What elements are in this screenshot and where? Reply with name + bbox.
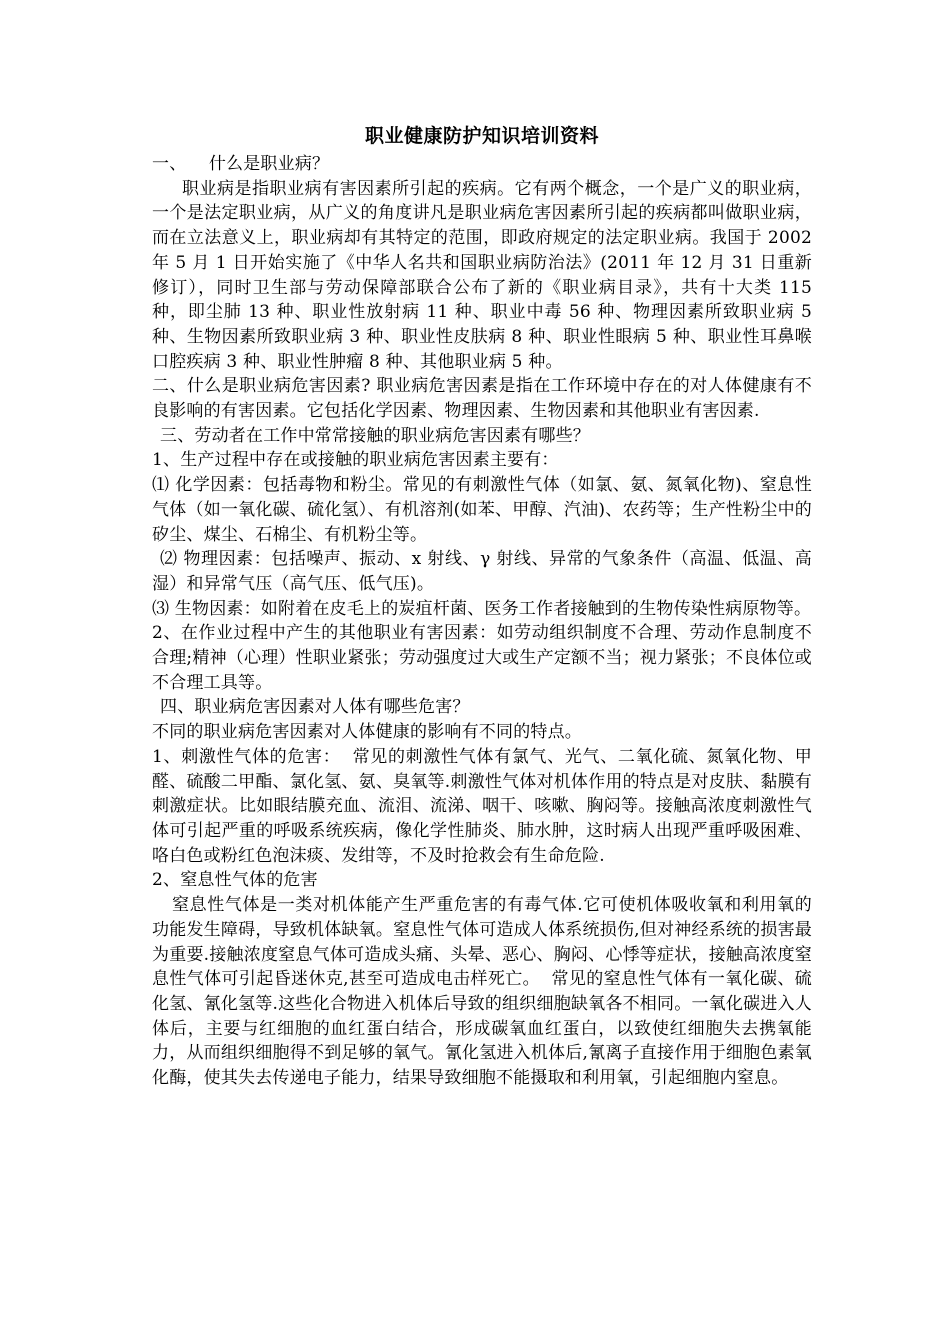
section-4-item-2-heading: 2、窒息性气体的危害 xyxy=(152,870,318,891)
section-4-item-2-body: 窒息性气体是一类对机体能产生严重危害的有毒气体.它可使机体吸收氧和利用氧的功能发生障碍，导致机体缺氧。窒息性气体可造成人体系统损伤,但对神经系统的损害最为重要.接触浓度窒息气体可造成头痛、头晕、恶心、胸闷、心悸等症状，接触高浓度窒息性气体可引起昏迷休克,甚至可造成电击样死亡。 常见的窒息性气体有一氧化碳、硫化氢、氰化氢等.这些化合物进入机体后导致的组织细胞缺氧各不相同。一氧化碳进入人体后，主要与红细胞的血红蛋白结合，形成碳氧血红蛋白，以致使红细胞失去携氧能力，从而组织细胞得不到足够的氧气。氰化氢进入机体后,氰离子直接作用于细胞色素氧化酶，使其失去传递电子能力，结果导致细胞不能摄取和利用氧，引起细胞内窒息。 xyxy=(152,895,812,1089)
section-3-item-1: 1、生产过程中存在或接触的职业病危害因素主要有： xyxy=(152,450,559,471)
section-3-item-2: 2、在作业过程中产生的其他职业有害因素：如劳动组织制度不合理、劳动作息制度不合理;精神（心理）性职业紧张；劳动强度过大或生产定额不当；视力紧张；不良体位或不合理工具等。 xyxy=(152,623,812,693)
section-4-item-1: 1、刺激性气体的危害： 常见的刺激性气体有氯气、光气、二氧化硫、氮氧化物、甲醛、硫酸二甲酯、氯化氢、氨、臭氧等.刺激性气体对机体作用的特点是对皮肤、黏膜有刺激症状。比如眼结膜充血、流泪、流涕、咽干、咳嗽、胸闷等。接触高浓度刺激性气体可引起严重的呼吸系统疾病，像化学性肺炎、肺水肿，这时病人出现严重呼吸困难、咯白色或粉红色泡沫痰、发绀等，不及时抢救会有生命危险. xyxy=(152,746,812,866)
section-1-heading: 一、 什么是职业病？ xyxy=(152,154,330,174)
section-4-heading: 四、职业病危害因素对人体有哪些危害？ xyxy=(160,697,470,718)
document-title: 职业健康防护知识培训资料 xyxy=(364,125,599,147)
section-1-body: 职业病是指职业病有害因素所引起的疾病。它有两个概念，一个是广义的职业病，一个是法定职业病，从广义的角度讲凡是职业病危害因素所引起的疾病都叫做职业病，而在立法意义上，职业病却有其特定的范围，即政府规定的法定职业病。我国于 2002 年 5 月 1 日开始实施了《中华人名共和国职业病防治法》(2011 年 12 月 31 日重新修订），同时卫生部与劳动保障部联合公布了新的《职业病目录》，共有十大类 115 种，即尘肺 13 种、职业性放射病 11 种、职业中毒 56 种、物理因素所致职业病 5 种、生物因素所致职业病 3 种、职业性皮肤病 8 种、职业性眼病 5 种、职业性耳鼻喉口腔疾病 3 种、职业性肿瘤 8 种、其他职业病 5 种。 xyxy=(152,178,812,372)
section-3-heading: 三、劳动者在工作中常常接触的职业病危害因素有哪些？ xyxy=(160,425,590,446)
section-3-item-1-physical: ⑵ 物理因素：包括噪声、振动、x 射线、γ 射线、异常的气象条件（高温、低温、高湿）和异常气压（高气压、低气压)。 xyxy=(152,549,812,594)
section-3-item-1-chemical: ⑴ 化学因素：包括毒物和粉尘。常见的有刺激性气体（如氯、氨、氮氧化物)、窒息性气体（如一氧化碳、硫化氢）、有机溶剂(如苯、甲醇、汽油)、农药等；生产性粉尘中的矽尘、煤尘、石棉尘、有机粉尘等。 xyxy=(152,475,812,545)
section-2-paragraph: 二、什么是职业病危害因素? 职业病危害因素是指在工作环境中存在的对人体健康有不良影响的有害因素。它包括化学因素、物理因素、生物因素和其他职业有害因素. xyxy=(152,376,812,422)
section-4-intro: 不同的职业病危害因素对人体健康的影响有不同的特点。 xyxy=(152,722,582,743)
document-page xyxy=(152,120,812,1091)
section-3-item-1-biological: ⑶ 生物因素：如附着在皮毛上的炭疽杆菌、医务工作者接触到的生物传染性病原物等。 xyxy=(152,598,812,619)
